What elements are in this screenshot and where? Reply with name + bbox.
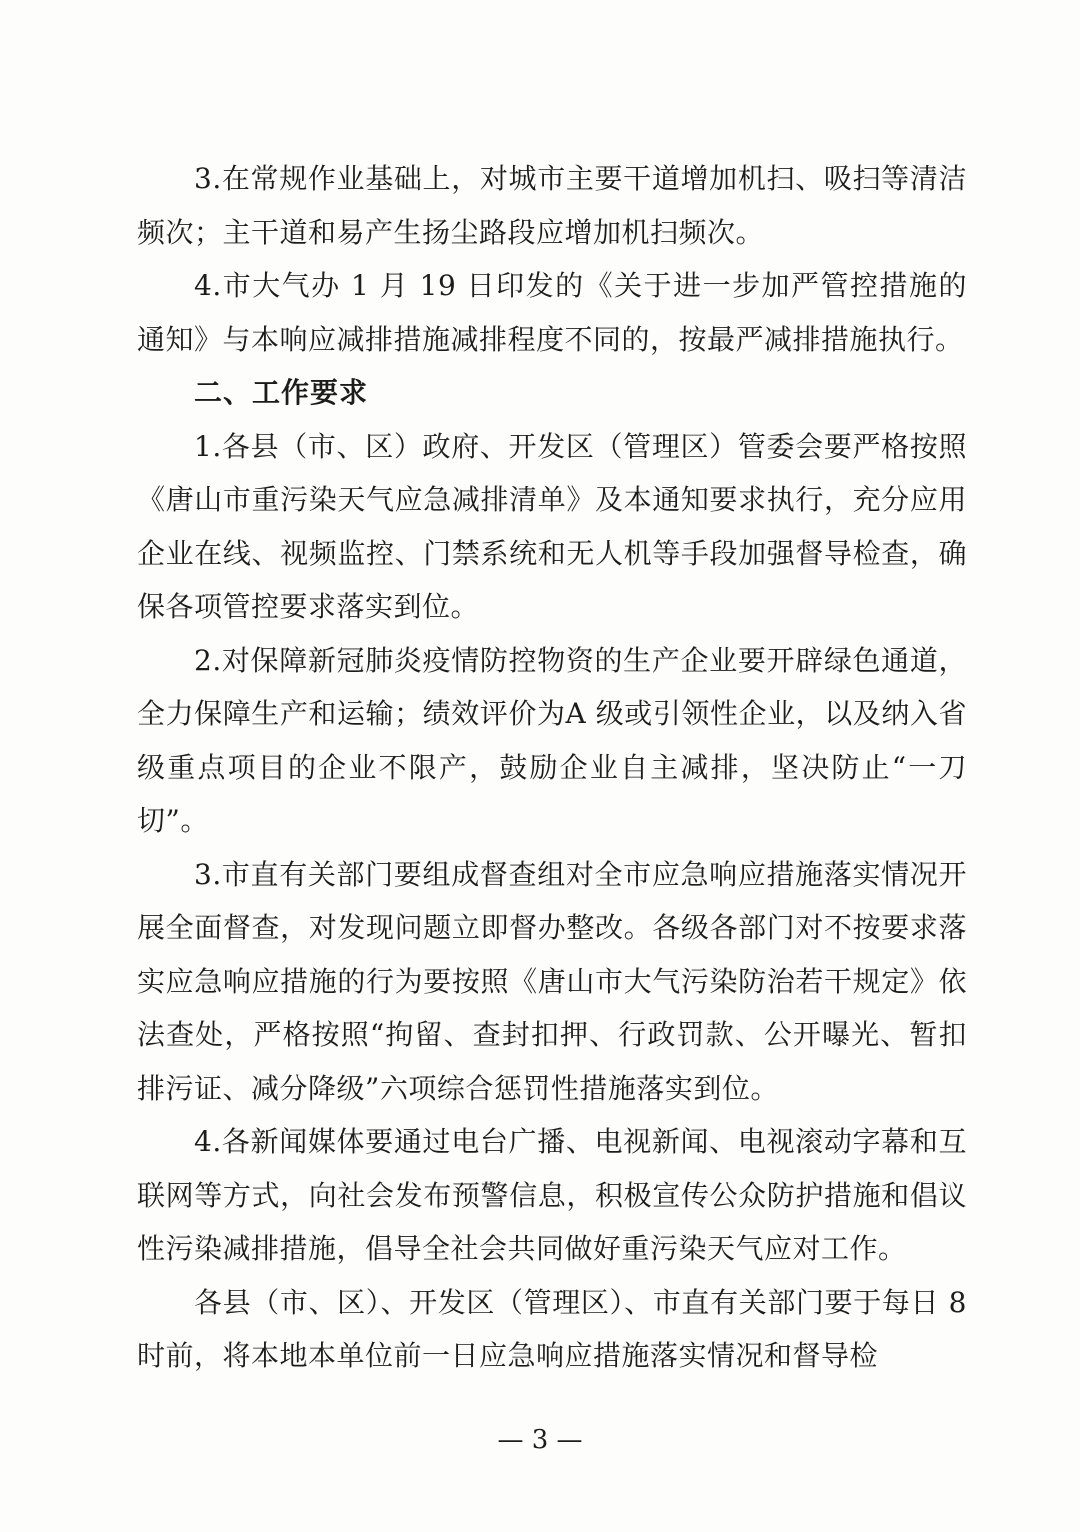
requirement-4: 4.各新闻媒体要通过电台广播、电视新闻、电视滚动字幕和互联网等方式，向社会发布预警信息，积极宣传公众防护措施和倡议性污染减排措施，倡导全社会共同做好重污染天气应对工作。 (137, 1125, 967, 1265)
paragraph-measure-3: 3.在常规作业基础上，对城市主要干道增加机扫、吸扫等清洁频次；主干道和易产生扬尘路段应增加机扫频次。 (137, 162, 967, 249)
document-body (137, 152, 967, 1383)
section-heading: 二、工作要求 (194, 376, 369, 409)
requirement-1: 1.各县（市、区）政府、开发区（管理区）管委会要严格按照《唐山市重污染天气应急减排清单》及本通知要求执行，充分应用企业在线、视频监控、门禁系统和无人机等手段加强督导检查，确保各项管控要求落实到位。 (137, 429, 967, 623)
closing-paragraph: 各县（市、区）、开发区（管理区）、市直有关部门要于每日 8 时前，将本地本单位前一日应急响应措施落实情况和督导检 (137, 1285, 967, 1372)
requirement-3: 3.市直有关部门要组成督查组对全市应急响应措施落实情况开展全面督查，对发现问题立即督办整改。各级各部门对不按要求落实应急响应措施的行为要按照《唐山市大气污染防治若干规定》依法查处，严格按照“拘留、查封扣押、行政罚款、公开曝光、暂扣排污证、减分降级”六项综合惩罚性措施落实到位。 (137, 857, 967, 1105)
paragraph-measure-4: 4.市大气办 1 月 19 日印发的《关于进一步加严管控措施的通知》与本响应减排措施减排程度不同的，按最严减排措施执行。 (137, 269, 967, 356)
page-number: — 3 — (497, 1425, 583, 1455)
requirement-2: 2.对保障新冠肺炎疫情防控物资的生产企业要开辟绿色通道，全力保障生产和运输；绩效评价为A 级或引领性企业，以及纳入省级重点项目的企业不限产，鼓励企业自主减排，坚决防止“一刀切”。 (137, 643, 967, 837)
